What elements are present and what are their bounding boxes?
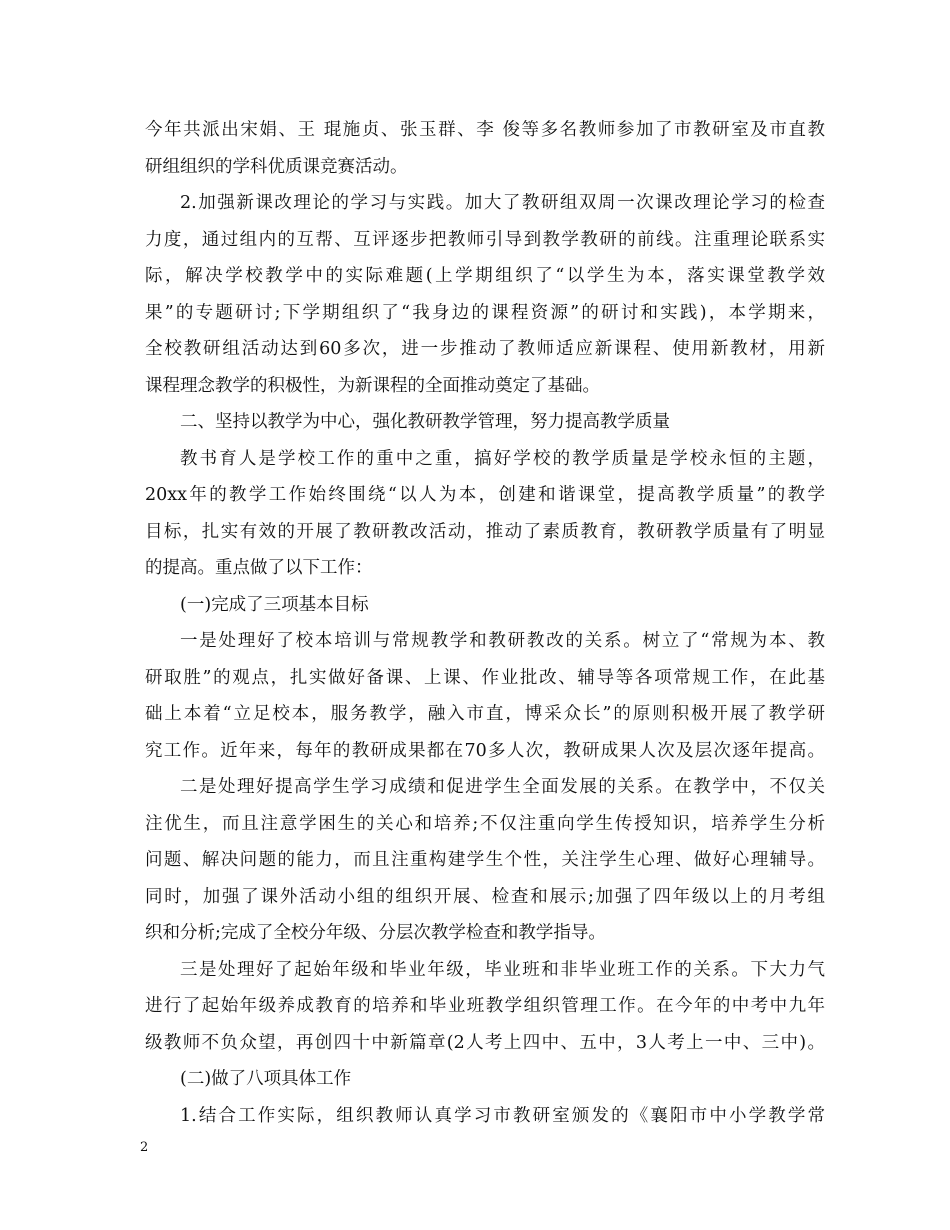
text-line: 础上本着“立足校本，服务教学，融入市直，博采众长”的原则积极开展了教学研 (145, 704, 825, 724)
page-number: 2 (140, 1140, 149, 1155)
text-line: 进行了起始年级养成教育的培养和毕业班教学组织管理工作。在今年的中考中九年 (145, 996, 825, 1016)
text-line: (一)完成了三项基本目标 (180, 594, 369, 615)
text-line: 际，解决学校教学中的实际难题(上学期组织了“以学生为本，落实课堂教学效 (145, 266, 825, 286)
text-line: 同时，加强了课外活动小组的组织开展、检查和展示;加强了四年级以上的月考组 (145, 886, 825, 907)
text-line: 织和分析;完成了全校分年级、分层次教学检查和教学指导。 (145, 923, 606, 943)
text-line: 一是处理好了校本培训与常规教学和教研教改的关系。树立了“常规为本、教 (180, 631, 825, 651)
text-line: 研取胜”的观点，扎实做好备课、上课、作业批改、辅导等各项常规工作，在此基 (145, 667, 825, 688)
text-line: 研组组织的学科优质课竞赛活动。 (145, 156, 408, 177)
body-text (145, 112, 825, 1134)
text-line: 级教师不负众望，再创四十中新篇章(2人考上四中、五中，3人考上一中、三中)。 (145, 1032, 825, 1053)
text-line: 注优生，而且注意学困生的关心和培养;不仅注重向学生传授知识，培养学生分析 (145, 813, 825, 834)
text-line: 20xx年的教学工作始终围绕“以人为本，创建和谐课堂，提高教学质量”的教学 (145, 485, 825, 505)
text-line: 三是处理好了起始年级和毕业年级，毕业班和非毕业班工作的关系。下大力气 (180, 959, 825, 980)
text-line: 目标，扎实有效的开展了教研教改活动，推动了素质教育，教研教学质量有了明显 (145, 521, 825, 542)
text-line: 1.结合工作实际，组织教师认真学习市教研室颁发的《襄阳市中小学教学常 (180, 1105, 825, 1126)
text-line: 今年共派出宋娟、王 琨施贞、张玉群、李 俊等多名教师参加了市教研室及市直教 (145, 120, 825, 140)
text-line: 究工作。近年来，每年的教研成果都在70多人次，教研成果人次及层次逐年提高。 (145, 740, 825, 761)
text-line: 教书育人是学校工作的重中之重，搞好学校的教学质量是学校永恒的主题， (180, 448, 825, 469)
text-line: 2.加强新课改理论的学习与实践。加大了教研组双周一次课改理论学习的检查 (180, 193, 825, 213)
text-line: (二)做了八项具体工作 (180, 1069, 352, 1089)
text-line: 力度，通过组内的互帮、互评逐步把教师引导到教学教研的前线。注重理论联系实 (145, 229, 825, 250)
text-line: 全校教研组活动达到60多次，进一步推动了教师适应新课程、使用新教材，用新 (145, 339, 825, 359)
text-line: 二、坚持以教学为中心，强化教研教学管理，努力提高教学质量 (180, 412, 670, 432)
text-line: 二是处理好提高学生学习成绩和促进学生全面发展的关系。在教学中，不仅关 (180, 777, 825, 797)
text-line: 果”的专题研讨;下学期组织了“我身边的课程资源”的研讨和实践)，本学期来， (145, 302, 825, 323)
text-line: 课程理念教学的积极性，为新课程的全面推动奠定了基础。 (145, 375, 600, 396)
text-line: 问题、解决问题的能力，而且注重构建学生个性，关注学生心理、做好心理辅导。 (145, 850, 825, 870)
text-line: 的提高。重点做了以下工作： (145, 558, 373, 578)
